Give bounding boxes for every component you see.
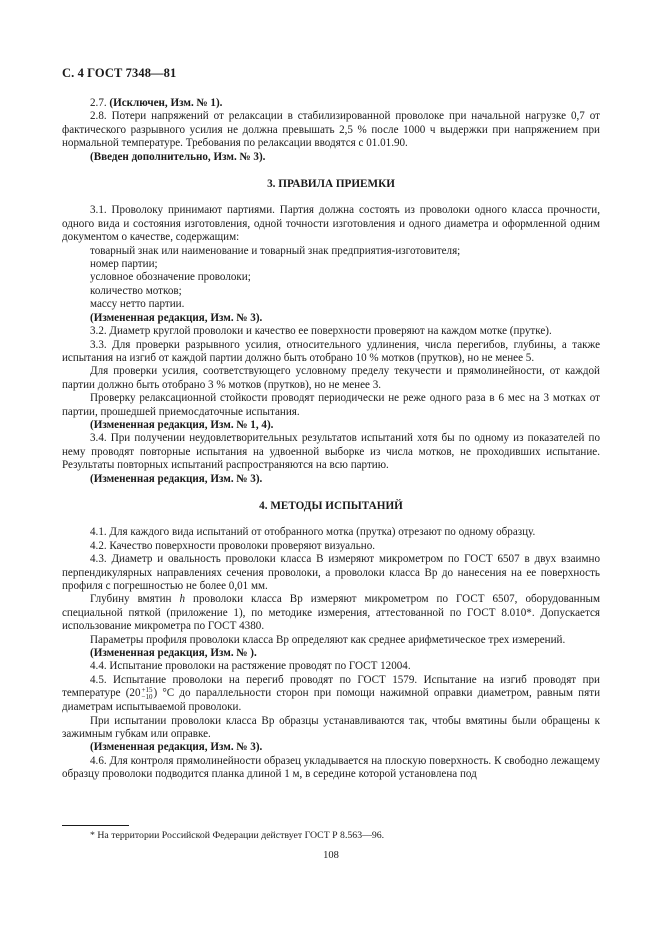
note-2-8: (Введен дополнительно, Изм. № 3).	[90, 150, 266, 163]
text-run: ) °С до параллельности сторон при помощи нажимной оправки диаметром, равным пяти диаметрам испытываемой проволоки.	[62, 687, 601, 714]
paragraph-3-3c: Проверку релаксационной стойкости проводят периодически не реже одного раза в 6 мес на 3 мотках от партии, прошедшей приемосдаточные испытания.	[62, 392, 600, 418]
list-item: количество мотков;	[90, 284, 182, 297]
paragraph-3-2: 3.2. Диаметр круглой проволоки и качество ее поверхности проверяют на каждом мотке (прутке).	[90, 325, 552, 338]
page-header: С. 4 ГОСТ 7348—81	[62, 66, 177, 80]
note-3-4: (Измененная редакция, Изм. № 3).	[90, 472, 263, 485]
paragraph-4-4: 4.4. Испытание проволоки на растяжение проводят по ГОСТ 12004.	[90, 660, 411, 673]
clause-number: 2.7.	[90, 97, 110, 109]
list-item: условное обозначение проволоки;	[90, 271, 251, 284]
paragraph-3-1: 3.1. Проволоку принимают партиями. Партия должна состоять из проволоки одного класса прочности, одного вида и состояния изготовления, одной точности изготовления и одного диаметра и оформленной одним документом о качестве, содержащим:	[62, 204, 600, 244]
section-3-title: 3. ПРАВИЛА ПРИЕМКИ	[267, 178, 395, 191]
footnote: * На территории Российской Федерации действует ГОСТ Р 8.563—96.	[90, 830, 385, 841]
paragraph-2-7	[62, 97, 600, 110]
temperature-tolerance	[142, 687, 153, 701]
list-item: номер партии;	[90, 258, 158, 271]
paragraph-4-3c: Параметры профиля проволоки класса Вр определяют как среднее арифметическое трех измерений.	[90, 633, 566, 646]
paragraph-4-5: 4.5. Испытание проволоки на перегиб проводят по ГОСТ 1579. Испытание на изгиб проводят при	[90, 673, 600, 686]
paragraph-4-5c: При испытании проволоки класса Вр образцы устанавливаются так, чтобы вмятины были обращены к зажимным губкам или оправке.	[62, 714, 600, 741]
paragraph-4-3b	[62, 593, 600, 633]
document-body	[62, 97, 600, 782]
note-4-5: (Измененная редакция, Изм. № 3).	[90, 741, 263, 754]
clause-note: (Исключен, Изм. № 1).	[109, 97, 223, 109]
paragraph-3-4: 3.4. При получении неудовлетворительных результатов испытаний хотя бы по одному из показателей по нему проводят повторные испытания на удвоенной выборке из числа мотков, не проходивших испытание. Результаты повторных испытаний распространяются на всю партию.	[62, 432, 600, 472]
list-item: массу нетто партии.	[90, 298, 185, 311]
paragraph-3-3: 3.3. Для проверки разрывного усилия, относительного удлинения, числа перегибов, глубины, а также испытания на изгиб от каждой партии должно быть отобрано 10 % мотков (прутков), но не менее 5.	[62, 338, 600, 364]
tolerance-lower: −10	[141, 693, 153, 702]
paragraph-4-3: 4.3. Диаметр и овальность проволоки класса В измеряют микрометром по ГОСТ 6507 в двух взаимно перпендикулярных направлениях сечения проволоки, а проволоки класса Вр до нанесения на ее поверхность профиля с погрешностью не более 0,01 мм.	[62, 553, 600, 592]
note-3-1: (Измененная редакция, Изм. № 3).	[90, 311, 263, 324]
footnote-divider	[62, 825, 129, 826]
paragraph-4-6: 4.6. Для контроля прямолинейности образец укладывается на плоскую поверхность. К свободно лежащему образцу проволоки подводится планка длиной 1 м, в середине которой установлена под	[62, 754, 600, 781]
paragraph-4-2: 4.2. Качество поверхности проволоки проверяют визуально.	[90, 539, 376, 552]
paragraph-4-5b	[62, 687, 600, 714]
text-run: Глубину вмятин	[90, 593, 180, 606]
list-item: товарный знак или наименование и товарный знак предприятия-изготовителя;	[90, 244, 461, 257]
paragraph-2-8: 2.8. Потери напряжений от релаксации в стабилизированной проволоке при начальной нагрузке 0,7 от фактического разрывного усилия не должна превышать 2,5 % после 1000 ч выдержки при напряжением при нормальной температуре. Требования по релаксации вводятся с 01.01.90.	[62, 110, 600, 150]
tolerance-upper: +15	[141, 686, 153, 695]
text-run: проволоки класса Вр измеряют микрометром по ГОСТ 6507, оборудованным специальной пяткой (приложение 1), по методике измерения, аттестованной по ГОСТ 8.010*. Допускается использование микрометра по ГОСТ 4380.	[62, 593, 600, 633]
text-run: температуре (20	[62, 687, 141, 700]
note-3-3: (Измененная редакция, Изм. № 1, 4).	[90, 418, 274, 431]
page-number: 108	[323, 850, 339, 861]
section-4-title: 4. МЕТОДЫ ИСПЫТАНИЙ	[259, 499, 403, 512]
paragraph-3-3b: Для проверки усилия, соответствующего условному пределу текучести и прямолинейности, от каждой партии должно быть отобрано 3 % мотков (прутков), но не менее 3.	[62, 365, 600, 391]
paragraph-4-1: 4.1. Для каждого вида испытаний от отобранного мотка (прутка) отрезают по одному образцу.	[90, 526, 536, 539]
note-4-3: (Измененная редакция, Изм. № ).	[90, 647, 257, 660]
symbol-h: h	[179, 593, 186, 606]
